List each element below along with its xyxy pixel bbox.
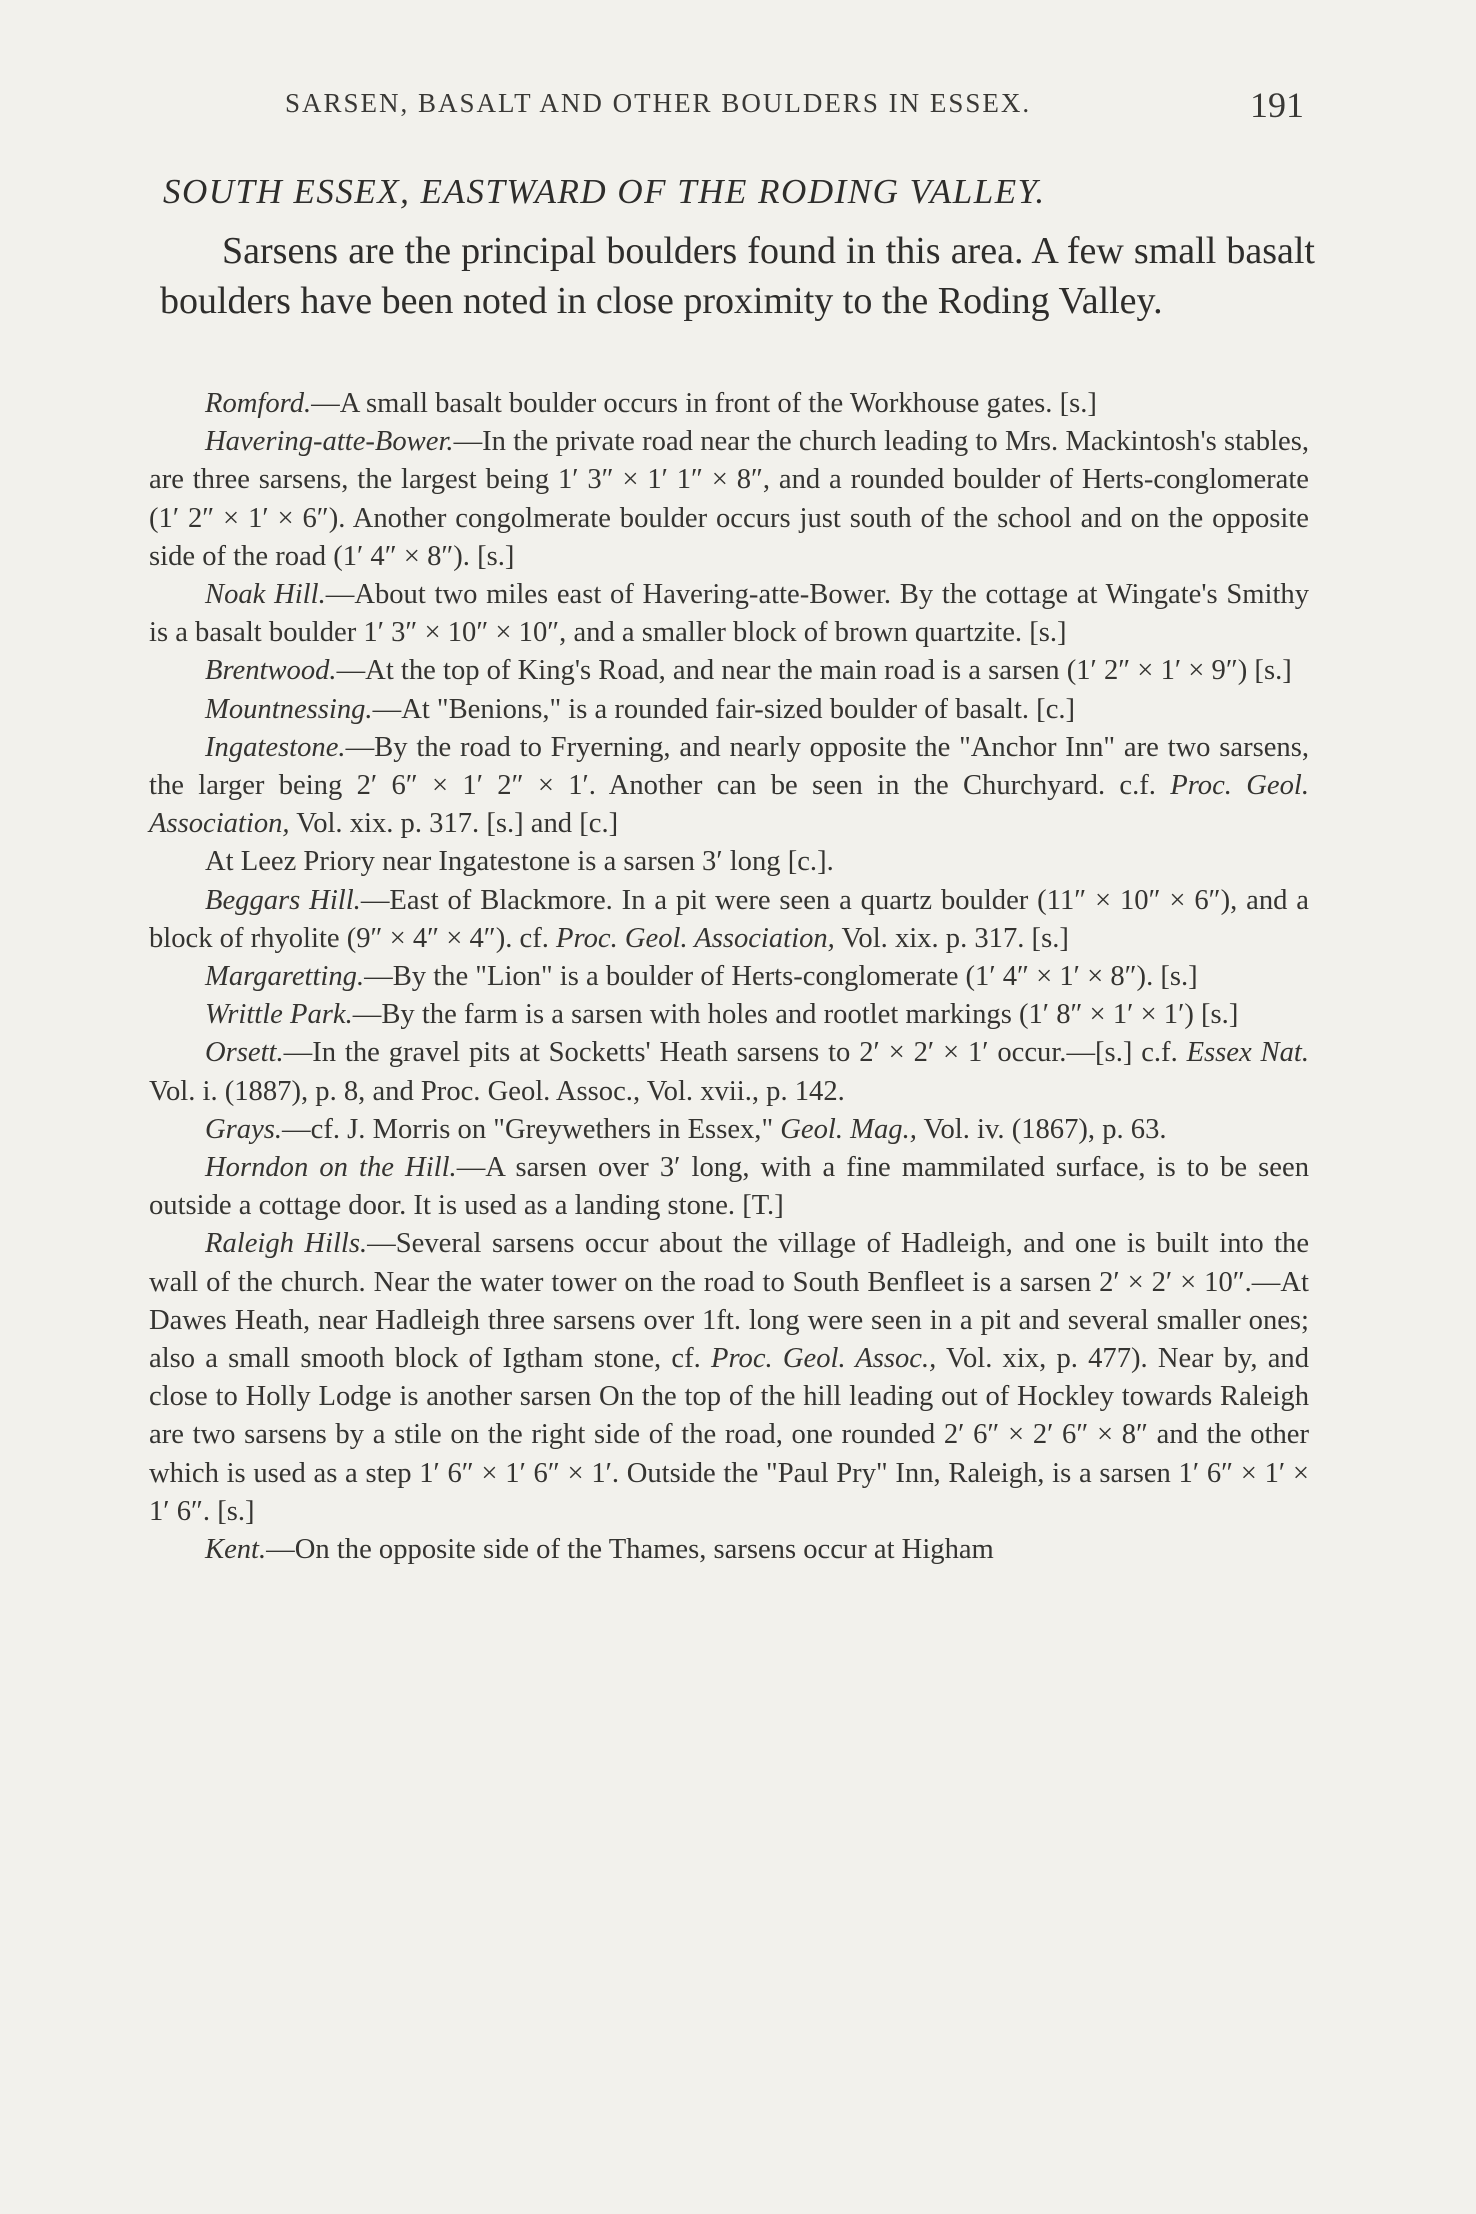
entry-place: Kent. [205,1534,267,1566]
entry-kent [149,1531,1309,1569]
entry-reference: Geol. Mag., [780,1113,917,1145]
entry-reference: Proc. Geol. Assoc., [710,1343,937,1375]
entry-text: —By the farm is a sarsen with holes and rootlet markings (1′ 8″ × 1′ × 1′) [s.] [352,999,1239,1031]
entry-brentwood [149,652,1309,690]
entry-reference: Essex Nat. [1186,1037,1309,1069]
running-head: SARSEN, BASALT AND OTHER BOULDERS IN ESSEX. [285,88,1032,118]
entry-reference: Proc. Geol. Association, [556,922,835,954]
entry-place: Writtle Park. [205,999,353,1031]
entry-tail: Vol. xix. p. 317. [s.] and [c.] [289,808,619,840]
entry-text: —By the road to Fryerning, and nearly opposite the "Anchor Inn" are two sarsens, the larger being 2′ 6″ × 1′ 2″ × 1′. Another can be seen in the Churchyard. c.f. [149,731,1309,802]
entry-text: —On the opposite side of the Thames, sarsens occur at Higham [266,1534,994,1566]
entry-place: Romford. [205,388,312,419]
entry-reference: Proc. Geol. Association, [149,770,1309,840]
entry-text: —In the private road near the church leading to Mrs. Mackintosh's stables, are three sarsens, the largest being 1′ 3″ × 1′ 1″ × 8″, and a rounded boulder of Herts-conglomerate (1′ 2″ × 1′ × 6″). Another congolmerate boulder occurs just south of the school and on the opposite side of the road (1′ 4″ × 8″). [s.] [149,426,1309,572]
entry-text: —cf. J. Morris on "Greywethers in Essex," [282,1113,781,1145]
entry-beggars-hill [149,882,1309,958]
entry-raleigh-hills [149,1225,1309,1531]
entry-havering [149,423,1309,576]
entry-place: Raleigh Hills. [205,1228,368,1260]
entry-text: —About two miles east of Havering-atte-Bower. By the cottage at Wingate's Smithy is a basalt boulder 1′ 3″ × 10″ × 10″, and a smaller block of brown quartzite. [s.] [149,579,1309,649]
entry-text: —At "Benions," is a rounded fair-sized boulder of basalt. [c.] [372,693,1076,725]
entry-grays [149,1111,1309,1149]
entry-horndon [149,1149,1309,1225]
entry-margaretting [149,958,1309,996]
entry-text: —East of Blackmore. In a pit were seen a quartz boulder (11″ × 10″ × 6″), and a block of rhyolite (9″ × 4″ × 4″). cf. [149,884,1309,954]
entry-place: Grays. [205,1113,283,1145]
entry-place: Mountnessing. [205,693,373,725]
section-title: SOUTH ESSEX, EASTWARD OF THE RODING VALLEY. [163,172,1046,211]
entry-place: Havering-atte-Bower. [205,426,454,458]
entry-place: Beggars Hill. [205,884,361,916]
entry-place: Margaretting. [205,961,365,993]
entry-text: At Leez Priory near Ingatestone is a sarsen 3′ long [c.]. [205,846,834,878]
entry-text: —Several sarsens occur about the village of Hadleigh, and one is built into the wall of the church. Near the water tower on the road to South Benfleet is a sarsen 2′ × 2′ × 10″.—At Dawes Heath, near Hadleigh three sarsens over 1ft. long were seen in a pit and several smaller ones; also a small smooth block of Igtham stone, cf. [149,1228,1310,1375]
entry-orsett [149,1034,1309,1110]
entry-noak-hill [149,576,1309,652]
entry-text: —A small basalt boulder occurs in front of the Workhouse gates. [s.] [311,388,1097,419]
entry-place: Noak Hill. [205,579,326,611]
entry-tail: Vol. xix, p. 477). Near by, and close to Holly Lodge is another sarsen On the top of the hill leading out of Hockley towards Raleigh are two sarsens by a stile on the right side of the road, one rounded 2′ 6″ × 2′ 6″ × 8″ and the other which is used as a step 1′ 6″ × 1′ 6″ × 1′. Outside the "Paul Pry" Inn, Raleigh, is a sarsen 1′ 6″ × 1′ × 1′ 6″. [s.] [149,1343,1310,1527]
entry-text: —At the top of King's Road, and near the main road is a sarsen (1′ 2″ × 1′ × 9″) [s.] [336,655,1292,687]
entry-tail: Vol. xix. p. 317. [s.] [834,922,1069,954]
entry-text: —A sarsen over 3′ long, with a fine mammilated surface, is to be seen outside a cottage door. It is used as a landing stone. [T.] [149,1152,1309,1222]
entry-writtle-park [149,996,1309,1034]
entry-place: Horndon on the Hill. [205,1152,457,1184]
intro-paragraph: Sarsens are the principal boulders found in this area. A few small basalt boulders have been noted in close proximity to the Roding Valley. [160,230,1315,322]
entry-place: Brentwood. [205,655,337,687]
entry-place: Orsett. [205,1037,284,1069]
entries-list [149,385,1309,1569]
page-number: 191 [1250,85,1304,125]
entry-tail: Vol. iv. (1867), p. 63. [916,1113,1167,1145]
entry-romford [149,385,1309,423]
entry-leez-priory [149,843,1309,881]
entry-mountnessing [149,691,1309,729]
entry-ingatestone [149,729,1309,844]
entry-place: Ingatestone. [205,731,346,763]
entry-tail: Vol. i. (1887), p. 8, and Proc. Geol. Assoc., Vol. xvii., p. 142. [149,1075,845,1107]
entry-text: —By the "Lion" is a boulder of Herts-conglomerate (1′ 4″ × 1′ × 8″). [s.] [364,961,1198,993]
entry-text: —In the gravel pits at Socketts' Heath sarsens to 2′ × 2′ × 1′ occur.—[s.] c.f. [283,1037,1187,1069]
